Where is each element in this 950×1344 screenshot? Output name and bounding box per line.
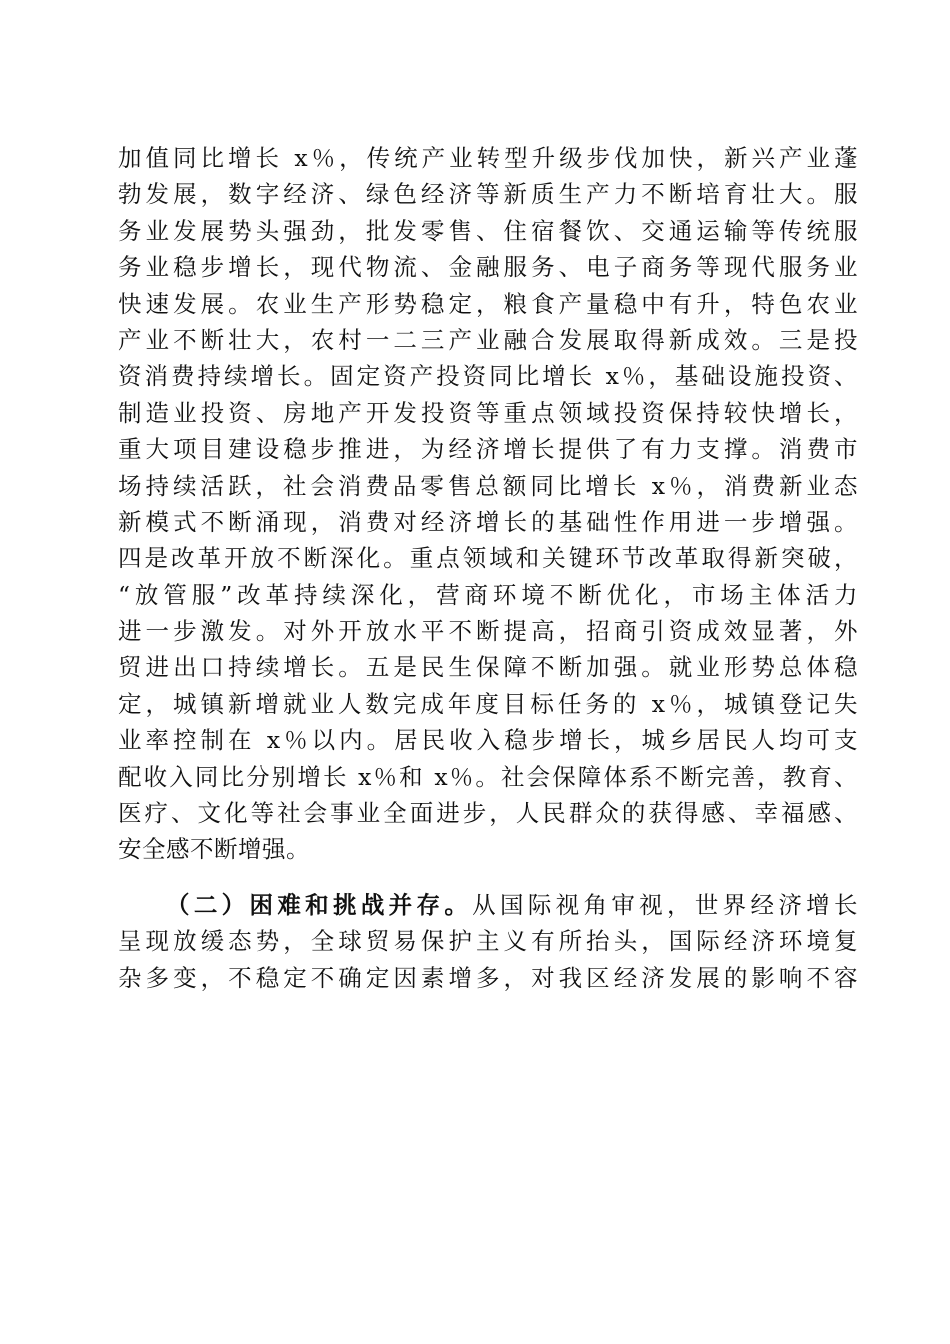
- text-line: 呈现放缓态势，全球贸易保护主义有所抬头，国际经济环境复: [118, 927, 858, 956]
- text-line: 业率控制在 x％以内。居民收入稳步增长，城乡居民人均可支: [118, 726, 858, 755]
- text-run: 从国际视角审视，世界经济增长: [472, 890, 859, 919]
- text-line: 新模式不断涌现，消费对经济增长的基础性作用进一步增强。: [118, 507, 858, 536]
- text-line: 配收入同比分别增长 x％和 x％。社会保障体系不断完善，教育、: [118, 762, 858, 791]
- paragraph-spacing: [118, 868, 858, 887]
- text-line: 务业发展势头强劲，批发零售、住宿餐饮、交通运输等传统服: [118, 216, 858, 245]
- text-line: 安全感不断增强。: [118, 835, 310, 864]
- text-line: 加值同比增长 x％，传统产业转型升级步伐加快，新兴产业蓬: [118, 144, 858, 172]
- text-line: 勃发展，数字经济、绿色经济等新质生产力不断培育壮大。服: [118, 180, 858, 209]
- text-line: 四是改革开放不断深化。重点领域和关键环节改革取得新突破，: [118, 544, 858, 573]
- paragraph-1: [118, 140, 858, 868]
- text-line: 快速发展。农业生产形势稳定，粮食产量稳中有升，特色农业: [118, 289, 858, 318]
- text-line: “放管服”改革持续深化，营商环境不断优化，市场主体活力: [118, 580, 858, 609]
- text-line: 贸进出口持续增长。五是民生保障不断加强。就业形势总体稳: [118, 653, 858, 682]
- paragraph-2: [118, 887, 858, 996]
- text-line: 重大项目建设稳步推进，为经济增长提供了有力支撑。消费市: [118, 435, 858, 464]
- text-line: 产业不断壮大，农村一二三产业融合发展取得新成效。三是投: [118, 325, 858, 354]
- text-line: 杂多变，不稳定不确定因素增多，对我区经济发展的影响不容: [118, 963, 858, 992]
- paragraph-2-first-line: [118, 887, 858, 923]
- text-line: 进一步激发。对外开放水平不断提高，招商引资成效显著，外: [118, 617, 858, 646]
- text-line: 场持续活跃，社会消费品零售总额同比增长 x％，消费新业态: [118, 471, 858, 500]
- text-line: 定，城镇新增就业人数完成年度目标任务的 x％，城镇登记失: [118, 689, 858, 718]
- document-body: [118, 140, 858, 996]
- text-line: 务业稳步增长，现代物流、金融服务、电子商务等现代服务业: [118, 253, 858, 282]
- text-line: 制造业投资、房地产开发投资等重点领域投资保持较快增长，: [118, 398, 858, 427]
- text-line: 医疗、文化等社会事业全面进步，人民群众的获得感、幸福感、: [118, 799, 858, 828]
- text-line: 资消费持续增长。固定资产投资同比增长 x％，基础设施投资、: [118, 362, 858, 391]
- section-heading: （二）困难和挑战并存。: [166, 890, 473, 919]
